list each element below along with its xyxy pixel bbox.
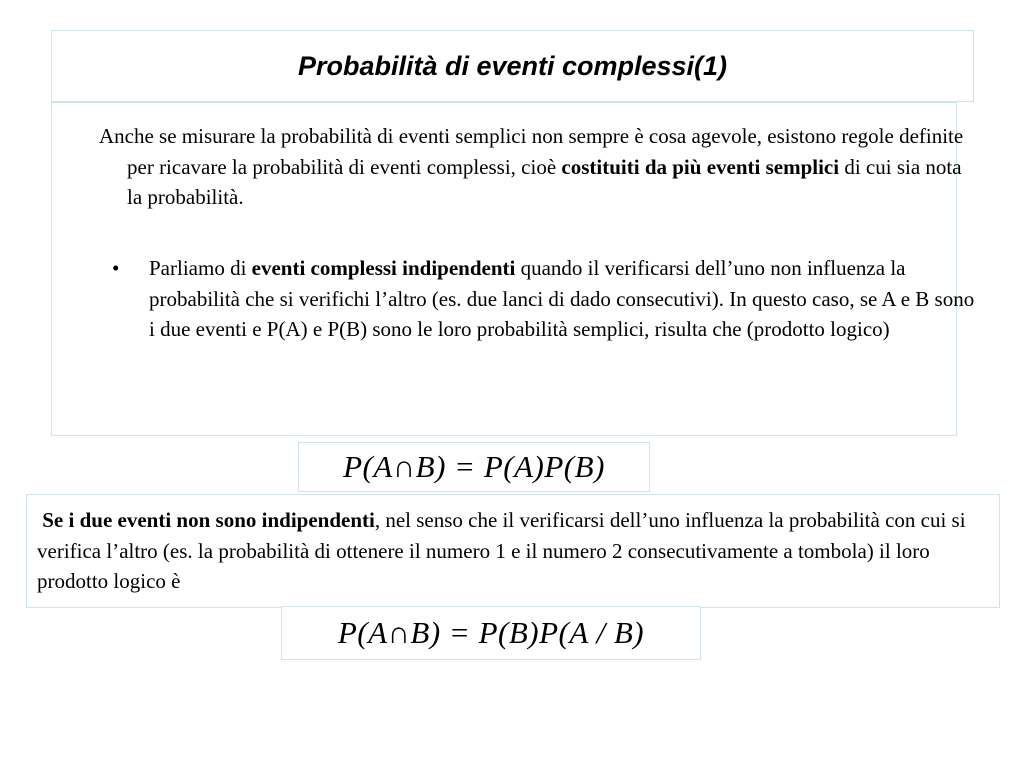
formula-dependent-box bbox=[281, 606, 701, 660]
bullet-bold: eventi complessi indipendenti bbox=[251, 256, 516, 280]
content-box bbox=[51, 102, 975, 436]
slide-title: Probabilità di eventi complessi(1) bbox=[297, 50, 728, 81]
intro-bold: costituiti da più eventi semplici bbox=[561, 154, 840, 179]
bullet-text-1: Parliamo di bbox=[149, 256, 252, 280]
bullet-paragraph bbox=[99, 253, 975, 345]
bullet-text bbox=[149, 253, 984, 345]
dependent-bold: Se i due eventi non sono indipendenti bbox=[42, 508, 375, 532]
formula-dependent: P(A∩B) = P(B)P(A / B) bbox=[337, 615, 645, 650]
formula-independent-box bbox=[298, 442, 650, 492]
intro-paragraph bbox=[99, 121, 967, 213]
dependent-paragraph bbox=[37, 505, 987, 597]
bullet-text-2: quando il verificarsi dell’uno non influenza la probabilità che si verifichi l’altro (es. due lanci di dado consecutivi). In questo caso, se A e B sono i due eventi e P(A) e P(B) sono le loro probabilità semplici, risulta che (prodotto logico) bbox=[149, 256, 975, 341]
bullet-icon: • bbox=[112, 256, 120, 280]
dependent-text: , nel senso che il verificarsi dell’uno influenza la probabilità con cui si verifica l’altro (es. la probabilità di ottenere il numero 1 e il numero 2 consecutivamente a tombola) il loro prodotto logico è bbox=[37, 508, 966, 593]
formula-independent: P(A∩B) = P(A)P(B) bbox=[343, 449, 605, 484]
title-box bbox=[51, 30, 974, 102]
intro-text-1: Anche se misurare la probabilità di eventi semplici non sempre è cosa agevole, esistono regole definite per ricavare la probabilità di eventi complessi, cioè bbox=[99, 124, 964, 179]
dependent-box bbox=[26, 494, 1000, 608]
intro-text-2: di cui sia nota la probabilità. bbox=[127, 154, 962, 209]
